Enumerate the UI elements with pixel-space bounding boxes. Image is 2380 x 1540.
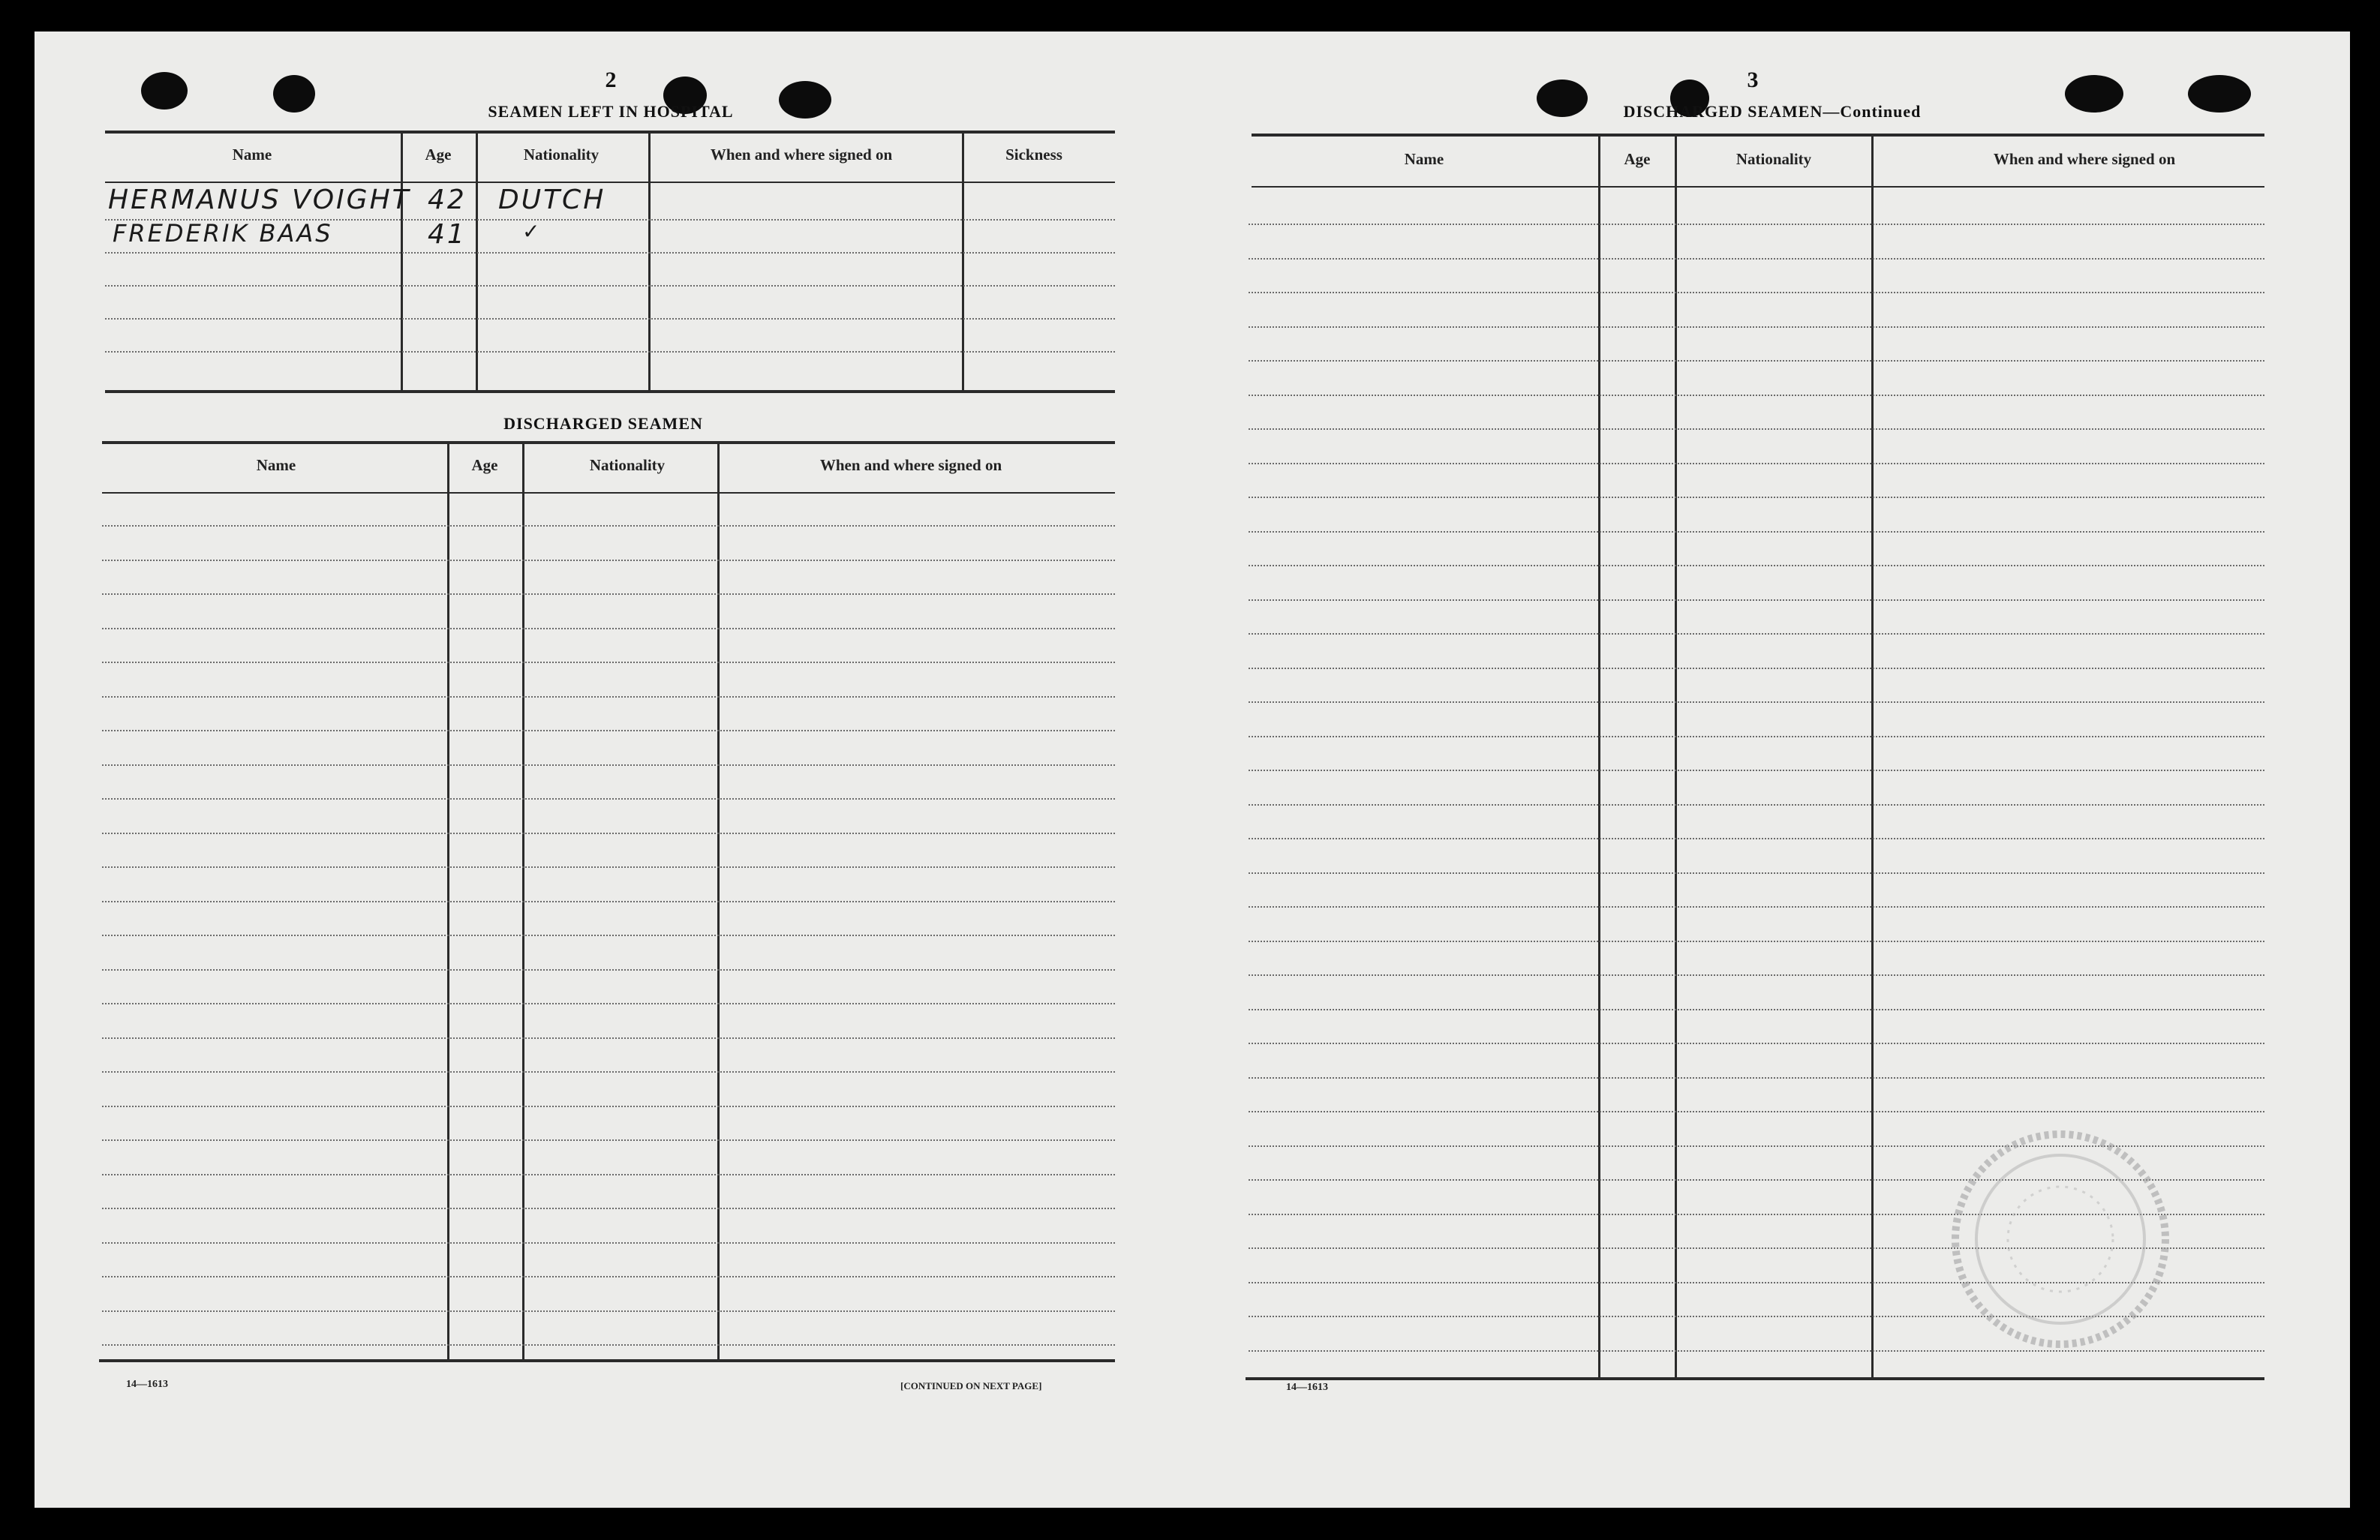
form-number: 14—1613 [1286, 1382, 1328, 1393]
continued-note: [CONTINUED ON NEXT PAGE] [900, 1380, 1042, 1391]
punch-hole [1537, 80, 1588, 117]
row-line [1249, 974, 2264, 976]
row-line [1249, 360, 2264, 362]
page-number-left: 2 [605, 68, 617, 92]
row-line [1249, 736, 2264, 737]
row-line [102, 560, 1115, 561]
row-line [1249, 838, 2264, 839]
column-divider [476, 132, 478, 392]
column-divider [1675, 135, 1677, 1379]
row-line [1249, 906, 2264, 908]
header-age: Age [471, 456, 498, 474]
row-line [1249, 565, 2264, 566]
row-line [102, 1276, 1115, 1277]
row-line [102, 866, 1115, 868]
row-line [102, 1208, 1115, 1209]
row-line [1249, 1009, 2264, 1010]
table-rule [102, 492, 1115, 494]
row-line [102, 1071, 1115, 1073]
column-divider [401, 132, 403, 392]
header-sickness: Sickness [1005, 146, 1062, 164]
row-line [102, 798, 1115, 800]
row-line [102, 901, 1115, 902]
row-line [102, 730, 1115, 731]
row-line [1249, 428, 2264, 430]
table-rule [1246, 1377, 2264, 1380]
header-nationality: Nationality [523, 146, 600, 164]
table-rule [1252, 186, 2264, 188]
row-line [1249, 395, 2264, 396]
row-line [1249, 804, 2264, 806]
table-rule [1252, 134, 2264, 137]
handwritten-name: HERMANUS VOIGHT [108, 185, 411, 215]
row-line [1249, 258, 2264, 260]
right-section-title: DISCHARGED SEAMEN—Continued [1623, 102, 1922, 121]
header-name: Name [232, 146, 272, 164]
row-line [102, 1344, 1115, 1346]
row-line [1249, 770, 2264, 771]
handwritten-nationality: DUTCH [498, 185, 606, 215]
row-line [102, 1003, 1115, 1004]
row-line [102, 662, 1115, 663]
table-rule [102, 441, 1115, 444]
column-divider [962, 132, 964, 392]
header-signed-on: When and where signed on [819, 456, 1002, 474]
page-number-right: 3 [1747, 68, 1759, 92]
row-line [102, 1037, 1115, 1039]
punch-hole [2188, 75, 2251, 113]
row-line [1249, 941, 2264, 942]
row-line [1249, 668, 2264, 669]
row-line [105, 318, 1115, 320]
header-age: Age [425, 146, 452, 164]
row-line [102, 764, 1115, 766]
row-line [102, 1242, 1115, 1244]
row-line [1249, 1043, 2264, 1044]
header-signed-on: When and where signed on [1993, 150, 2176, 168]
handwritten-name: FREDERIK BAAS [113, 219, 333, 248]
row-line [1249, 1111, 2264, 1112]
row-line [1249, 872, 2264, 874]
row-line [102, 1139, 1115, 1141]
column-divider [648, 132, 651, 392]
row-line [1249, 292, 2264, 293]
row-line [102, 969, 1115, 971]
header-nationality: Nationality [1735, 150, 1812, 168]
row-line [102, 1174, 1115, 1175]
row-line [105, 252, 1115, 254]
row-line [1249, 463, 2264, 464]
header-nationality: Nationality [589, 456, 666, 474]
punch-hole [141, 72, 188, 110]
row-line [1249, 1077, 2264, 1079]
row-line [102, 1310, 1115, 1312]
column-divider [1598, 135, 1600, 1379]
row-line [105, 351, 1115, 353]
row-line [1249, 599, 2264, 601]
row-line [1249, 531, 2264, 533]
hospital-section-title: SEAMEN LEFT IN HOSPITAL [488, 102, 734, 121]
row-line [102, 696, 1115, 698]
header-name: Name [1404, 150, 1444, 168]
row-line [1249, 497, 2264, 498]
row-line [1249, 224, 2264, 225]
row-line [1249, 633, 2264, 635]
row-line [102, 628, 1115, 629]
handwritten-age: 42 [428, 185, 467, 215]
header-signed-on: When and where signed on [710, 146, 893, 164]
row-line [105, 285, 1115, 287]
row-line [102, 525, 1115, 527]
official-stamp [1940, 1119, 2180, 1359]
row-line [102, 1106, 1115, 1107]
row-line [1249, 326, 2264, 328]
column-divider [1871, 135, 1874, 1379]
punch-hole [779, 81, 831, 119]
handwritten-age: 41 [428, 219, 467, 250]
handwritten-nationality: ✓ [522, 219, 542, 244]
punch-hole [273, 75, 315, 113]
form-number: 14—1613 [126, 1379, 168, 1390]
row-line [102, 593, 1115, 595]
header-age: Age [1624, 150, 1651, 168]
table-rule [99, 1359, 1115, 1362]
row-line [102, 935, 1115, 936]
header-name: Name [256, 456, 296, 474]
punch-hole [2065, 75, 2123, 113]
discharged-section-title: DISCHARGED SEAMEN [503, 414, 703, 433]
row-line [102, 833, 1115, 834]
form-sheet [35, 32, 2350, 1508]
row-line [1249, 701, 2264, 703]
